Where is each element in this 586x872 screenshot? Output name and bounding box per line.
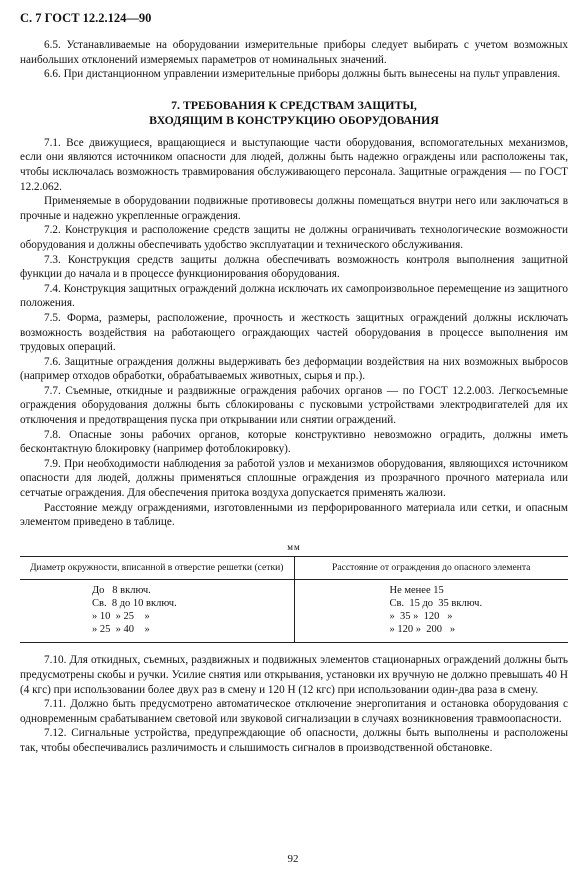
- table-header-right: Расстояние от ограждения до опасного элемента: [294, 557, 568, 580]
- table-cell: » 25 » 40 »: [92, 624, 150, 636]
- paragraph-7-5: 7.5. Форма, размеры, расположение, прочность и жесткость защитных ограждений должны исключать возможность воздействия на работающего ограждающих частей оборудования в процессе выполнения им трудовых операций.: [20, 311, 568, 354]
- paragraph-7-2: 7.2. Конструкция и расположение средств защиты не должны ограничивать технологические возможности оборудования и должны обеспечивать удобство эксплуатации и технического обслуживания.: [20, 224, 568, 251]
- page-number: 92: [287, 853, 299, 865]
- paragraph-7-1: 7.1. Все движущиеся, вращающиеся и выступающие части оборудования, вспомогательных механизмов, если они являются источником опасности для людей, должны быть надежно ограждены или расположены так, чтобы исключалась возможность травмирования обслуживающего персонала. Защитные ограждения — по ГОСТ 12.2.062.: [20, 136, 568, 193]
- page-header: С. 7 ГОСТ 12.2.124—90: [20, 11, 152, 25]
- table-unit: мм: [287, 541, 301, 552]
- paragraph-distance: Расстояние между ограждениями, изготовленными из перфорированного материала или сетки, и опасным элементом приведено в таблице.: [20, 501, 568, 529]
- paragraph-7-6: 7.6. Защитные ограждения должны выдерживать без деформации воздействия на них возможных выбросов (например отходов обработки, обрабатываемых животных, сырья и пр.).: [20, 355, 568, 383]
- paragraph-7-3: 7.3. Конструкция средств защиты должна обеспечивать возможность контроля выполнения защитной функции до начала и в процессе функционирования оборудования.: [20, 253, 568, 281]
- distance-table: [20, 556, 568, 643]
- section-title: [20, 98, 568, 128]
- table-cell: » 120 » 200 »: [389, 624, 456, 636]
- paragraph-6-5: 6.5. Устанавливаемые на оборудовании измерительные приборы следует выбирать с учетом возможных наибольших отклонений измеряемых параметров от номинальных значений.: [20, 39, 568, 66]
- table-cell: » 35 » 120 »: [389, 611, 453, 623]
- paragraph-7-7: 7.7. Съемные, откидные и раздвижные ограждения рабочих органов — по ГОСТ 12.2.003. Легкосъемные ограждения оборудования должны быть сблокированы с пусковыми устройствами электродвигателей для их отключения и предотвращения пуска при открывании или снятии ограждений.: [20, 384, 568, 427]
- paragraph-7-12: 7.12. Сигнальные устройства, предупреждающие об опасности, должны быть выполнены и расположены так, чтобы обеспечивались различимость и слышимость сигналов в производственной обстановке.: [20, 727, 568, 754]
- paragraph-7-10: 7.10. Для откидных, съемных, раздвижных и подвижных элементов стационарных ограждений должны быть предусмотрены скобы и ручки. Усилие снятия или открывания, установки их вручную не должно превышать 40 Н (4 кгс) при использовании более двух раз в смену и 120 Н (12 кгс) при использовании один-два раза в смену.: [20, 654, 568, 696]
- paragraph-7-4: 7.4. Конструкция защитных ограждений должна исключать их самопроизвольное перемещение из защитного положения.: [20, 282, 568, 310]
- table-cell: Не менее 15: [389, 585, 444, 597]
- table-left-column: [20, 580, 294, 643]
- paragraph-7-9: 7.9. При необходимости наблюдения за работой узлов и механизмов оборудования, являющихся источником опасности для людей, должны применяться сплошные ограждения из прозрачного прочного материала или сетчатые ограждения. Для обеспечения притока воздуха допускается применять жалюзи.: [20, 457, 568, 500]
- table-cell: Св. 8 до 10 включ.: [92, 598, 177, 610]
- section-title-line1: 7. ТРЕБОВАНИЯ К СРЕДСТВАМ ЗАЩИТЫ,: [171, 97, 417, 112]
- section-title-line2: ВХОДЯЩИМ В КОНСТРУКЦИЮ ОБОРУДОВАНИЯ: [149, 112, 439, 127]
- paragraph-counterweights: Применяемые в оборудовании подвижные противовесы должны помещаться внутри него или заключаться в прочные и надежно укрепленные ограждения.: [20, 195, 568, 222]
- table-right-column: [294, 580, 568, 643]
- table-cell: » 10 » 25 »: [92, 611, 150, 623]
- paragraph-7-8: 7.8. Опасные зоны рабочих органов, которые конструктивно невозможно оградить, должны иметь бесконтактную блокировку (например фотоблокировку).: [20, 428, 568, 456]
- table-header-left: Диаметр окружности, вписанной в отверстие решетки (сетки): [20, 557, 294, 580]
- paragraph-7-11: 7.11. Должно быть предусмотрено автоматическое отключение энергопитания и остановка оборудования с одновременным срабатыванием световой или звуковой сигнализации в случаях возникновения травмоопасности.: [20, 698, 568, 725]
- paragraph-6-6: 6.6. При дистанционном управлении измерительные приборы должны быть вынесены на пульт управления.: [44, 68, 561, 81]
- table-cell: Св. 15 до 35 включ.: [389, 598, 483, 610]
- table-cell: До 8 включ.: [92, 585, 151, 597]
